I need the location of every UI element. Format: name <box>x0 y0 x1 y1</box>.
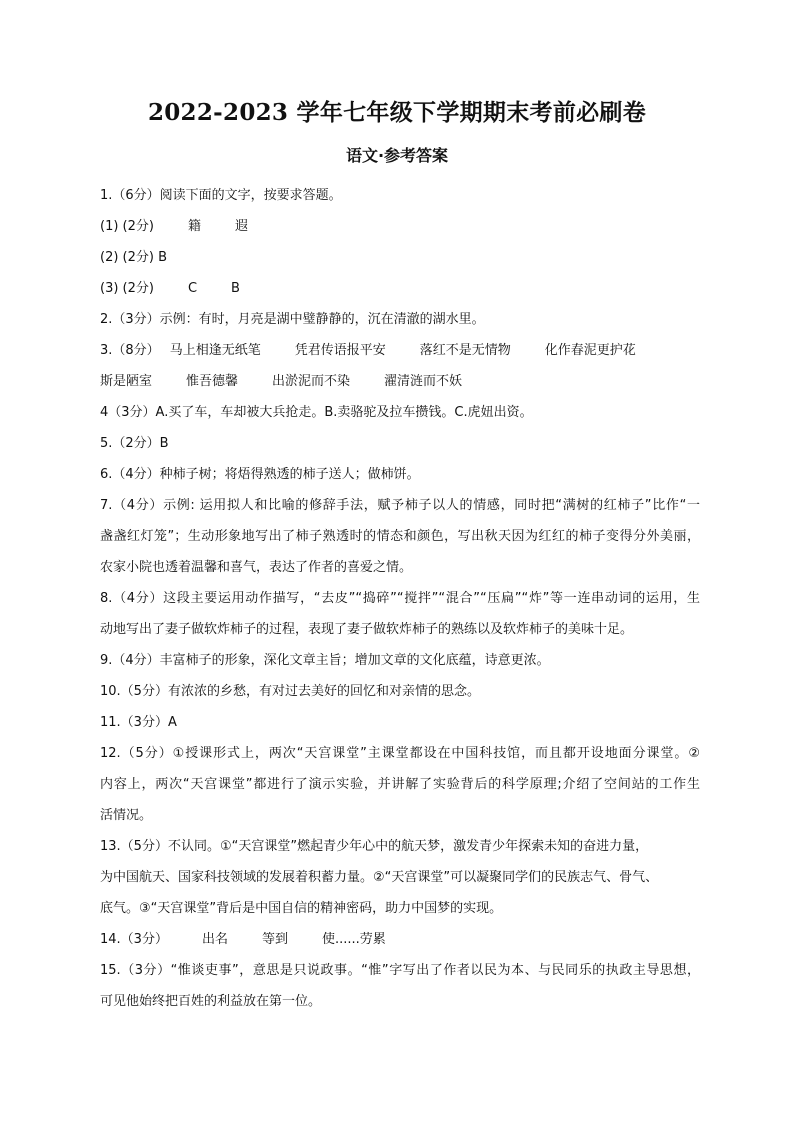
answer-q1-1-label: (1) (2分) <box>100 219 154 234</box>
answer-q5: 5.（2分）B <box>100 436 169 451</box>
answer-q3-a1: 马上相逢无纸笔 <box>169 343 261 358</box>
answer-q1-1 <box>100 211 700 242</box>
answer-q13-line2: 为中国航天、国家科技领域的发展着积蓄力量。②“天宫课堂”可以凝聚同学们的民族志气、骨气、 <box>100 870 659 885</box>
answer-q1-1-a1: 籍 <box>187 219 201 234</box>
answer-q3-a5: 斯是陋室 <box>100 374 153 389</box>
answer-q6: 6.（4分）种柿子树；将焐得熟透的柿子送人；做柿饼。 <box>100 467 420 482</box>
answer-q8-line2: 动地写出了妻子做软炸柿子的过程，表现了妻子做软炸柿子的熟练以及软炸柿子的美味十足。 <box>100 622 634 637</box>
answer-q14-label: 14.（3分） <box>100 932 168 947</box>
answer-q7-line2: 盏盏红灯笼”；生动形象地写出了柿子熟透时的情态和颜色，写出秋天因为红红的柿子变得分外美丽， <box>100 529 700 544</box>
answer-q1-1-a2: 遐 <box>234 219 248 234</box>
answer-q1-3-a2: B <box>231 281 240 296</box>
answer-q3-a7: 出淤泥而不染 <box>272 374 351 389</box>
answer-q3-a6: 惟吾德馨 <box>186 374 239 389</box>
answer-q8-line1: 8.（4分）这段主要运用动作描写，“去皮”“捣碎”“搅拌”“混合”“压扁”“炸”等一连串动词的运用，生 <box>100 591 700 606</box>
page-title: 2022-2023 学年七年级下学期期末考前必刷卷 <box>147 99 647 126</box>
answer-q3-label: 3.（8分） <box>100 343 160 358</box>
answer-q3-line1 <box>100 335 700 366</box>
page-subtitle: 语文·参考答案 <box>345 146 449 165</box>
answer-q14-a1: 出名 <box>201 932 228 947</box>
answer-q15-line1: 15.（3分）“惟谈吏事”，意思是只说政事。“惟”字写出了作者以民为本、与民同乐的执政主导思想， <box>100 963 700 978</box>
answer-q1-3-a1: C <box>187 281 198 296</box>
answer-q1-3-label: (3) (2分) <box>100 281 154 296</box>
answer-q12-line1: 12.（5分）①授课形式上，两次“天宫课堂”主课堂都设在中国科技馆，而且都开设地面分课堂。② <box>100 746 700 761</box>
answer-list <box>100 180 700 1017</box>
answer-q12-line2: 内容上，两次“天宫课堂”都进行了演示实验，并讲解了实验背后的科学原理;介绍了空间站的工作生 <box>100 777 700 792</box>
answer-q1-3 <box>100 273 700 304</box>
answer-q15-line2: 可见他始终把百姓的利益放在第一位。 <box>100 994 322 1009</box>
answer-q3-a2: 凭君传语报平安 <box>294 343 386 358</box>
answer-q3-a3: 落红不是无情物 <box>419 343 511 358</box>
answer-q1-2: (2) (2分) B <box>100 250 168 265</box>
answer-q1: 1.（6分）阅读下面的文字，按要求答题。 <box>100 188 342 203</box>
answer-q7-line1: 7.（4分）示例: 运用拟人和比喻的修辞手法，赋予柿子以人的情感，同时把“满树的红柿子”比作“一 <box>100 498 700 513</box>
answer-q2: 2.（3分）示例：有时，月亮是湖中璧静静的，沉在清澈的湖水里。 <box>100 312 485 327</box>
answer-q3-a4: 化作春泥更护花 <box>544 343 636 358</box>
answer-q14 <box>100 924 700 955</box>
answer-q14-a3: 使......劳累 <box>321 932 386 947</box>
answer-q3-a8: 濯清涟而不妖 <box>384 374 463 389</box>
answer-q12-line3: 活情况。 <box>100 808 153 823</box>
answer-q3-line2 <box>100 366 700 397</box>
answer-q10: 10.（5分）有浓浓的乡愁，有对过去美好的回忆和对亲情的思念。 <box>100 684 480 699</box>
answer-q7-line3: 农家小院也透着温馨和喜气，表达了作者的喜爱之情。 <box>100 560 413 575</box>
answer-q14-a2: 等到 <box>261 932 288 947</box>
answer-q4: 4（3分）A.买了车，车却被大兵抢走。B.卖骆驼及拉车攒钱。C.虎妞出资。 <box>100 405 533 420</box>
answer-q13-line3: 底气。③“天宫课堂”背后是中国自信的精神密码，助力中国梦的实现。 <box>100 901 503 916</box>
answer-q11: 11.（3分）A <box>100 715 177 730</box>
answer-q13-line1: 13.（5分）不认同。①“天宫课堂”燃起青少年心中的航天梦，激发青少年探索未知的奋进力量， <box>100 839 649 854</box>
answer-q9: 9.（4分）丰富柿子的形象，深化文章主旨；增加文章的文化底蕴，诗意更浓。 <box>100 653 550 668</box>
